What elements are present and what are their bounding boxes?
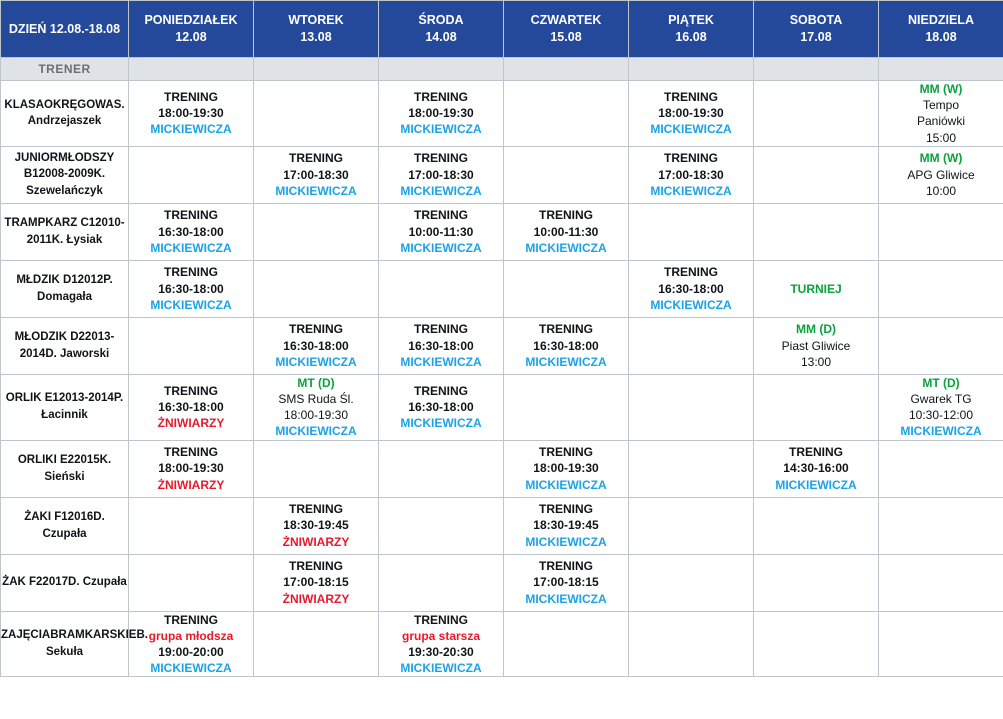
team-cell — [1, 317, 129, 374]
table-row — [1, 203, 1003, 260]
schedule-line: 17:00-18:30 — [658, 167, 724, 182]
schedule-cell — [254, 374, 379, 440]
team-cell — [1, 203, 129, 260]
schedule-cell — [504, 146, 629, 203]
schedule-cell — [629, 203, 754, 260]
day-date: 14.08 — [425, 30, 457, 44]
schedule-cell — [129, 554, 254, 611]
team-line: ORLIKI E2 — [17, 453, 75, 466]
table-row — [1, 146, 1003, 203]
day-name: NIEDZIELA — [908, 13, 974, 28]
corner-title: DZIEŃ — [8, 21, 47, 36]
schedule-cell — [504, 203, 629, 260]
schedule-cell — [129, 146, 254, 203]
schedule-cell — [879, 81, 1003, 147]
team-cell — [1, 554, 129, 611]
schedule-cell — [754, 146, 879, 203]
schedule-line: TRENING — [289, 151, 343, 166]
trener-spacer — [129, 58, 254, 81]
schedule-cell — [254, 203, 379, 260]
schedule-line: TRENING — [164, 612, 218, 627]
day-header-tuesday — [254, 1, 379, 58]
schedule-cell — [754, 374, 879, 440]
schedule-cell — [129, 260, 254, 317]
schedule-line: TRENING — [539, 322, 593, 337]
day-date: 13.08 — [300, 30, 332, 44]
schedule-cell — [379, 81, 504, 147]
schedule-cell — [629, 440, 754, 497]
team-line: B. Sekuła — [45, 629, 148, 658]
day-header-wednesday — [379, 1, 504, 58]
day-date: 16.08 — [675, 30, 707, 44]
schedule-line: TRENING — [414, 208, 468, 223]
schedule-line: ŻNIWIARZY — [157, 416, 225, 431]
schedule-cell — [379, 374, 504, 440]
schedule-cell — [254, 497, 379, 554]
team-cell — [1, 611, 148, 677]
schedule-line: Tempo — [922, 98, 960, 113]
schedule-line: MICKIEWICZA — [400, 240, 482, 255]
schedule-line: 16:30-18:00 — [158, 281, 224, 296]
schedule-cell — [379, 203, 504, 260]
team-cell — [1, 260, 129, 317]
team-line: JUNIOR — [14, 151, 59, 164]
team-line: 2012 — [77, 274, 104, 287]
day-date: 17.08 — [800, 30, 832, 44]
trener-label: TRENER — [1, 58, 129, 81]
team-line: BRAMKARSKIE — [50, 629, 137, 642]
schedule-line: MICKIEWICZA — [275, 354, 357, 369]
schedule-line: 16:30-18:00 — [408, 400, 474, 415]
schedule-cell — [504, 260, 629, 317]
schedule-line: 18:00-19:30 — [158, 106, 224, 121]
schedule-line: MICKIEWICZA — [900, 424, 982, 439]
team-line: OKRĘGOWA — [44, 98, 114, 111]
table-body — [1, 81, 1003, 677]
schedule-line: MT (D) — [922, 375, 960, 390]
schedule-cell — [129, 497, 254, 554]
schedule-line: MICKIEWICZA — [650, 183, 732, 198]
schedule-line: MM (W) — [919, 82, 963, 96]
schedule-line: TRENING — [289, 502, 343, 517]
schedule-cell — [379, 497, 504, 554]
team-line: S. Andrzejaszek — [27, 98, 125, 128]
schedule-cell — [379, 554, 504, 611]
schedule-cell — [629, 260, 754, 317]
schedule-line: ŻNIWIARZY — [282, 591, 350, 606]
schedule-line: TRENING — [164, 445, 218, 460]
team-line: ZAJĘCIA — [1, 629, 51, 642]
schedule-line: TRENING — [414, 322, 468, 337]
schedule-line: 10:00-11:30 — [408, 224, 474, 239]
team-line: ŻAK F2 — [2, 576, 43, 589]
schedule-cell — [754, 81, 879, 147]
team-line: K. Sieński — [44, 453, 112, 483]
schedule-cell — [879, 440, 1003, 497]
schedule-line: 17:00-18:15 — [533, 575, 599, 590]
schedule-line: ŻNIWIARZY — [157, 477, 225, 492]
schedule-cell — [504, 440, 629, 497]
schedule-line: 17:00-18:30 — [283, 167, 349, 182]
schedule-cell — [879, 554, 1003, 611]
schedule-cell — [629, 374, 754, 440]
schedule-cell — [879, 374, 1003, 440]
schedule-line: 16:30-18:00 — [158, 224, 224, 239]
schedule-line: 16:30-18:00 — [158, 400, 224, 415]
table-row — [1, 317, 1003, 374]
schedule-line: TRENING — [664, 90, 718, 105]
team-line: 2017 — [42, 576, 69, 589]
schedule-line: MICKIEWICZA — [525, 354, 607, 369]
schedule-line: MICKIEWICZA — [400, 661, 482, 676]
trener-spacer — [504, 58, 629, 81]
schedule-line: TRENING — [414, 90, 468, 105]
schedule-line: TRENING — [664, 151, 718, 166]
table-row — [1, 260, 1003, 317]
schedule-line: MICKIEWICZA — [525, 477, 607, 492]
schedule-line: TRENING — [414, 383, 468, 398]
schedule-line: MICKIEWICZA — [650, 122, 732, 137]
schedule-line: MICKIEWICZA — [400, 122, 482, 137]
schedule-line: Piast Gliwice — [781, 338, 851, 353]
schedule-line: TRENING — [164, 265, 218, 280]
trener-spacer — [379, 58, 504, 81]
team-line: MŁODZIK D2 — [14, 331, 85, 344]
schedule-cell — [629, 611, 754, 677]
schedule-cell — [504, 611, 629, 677]
schedule-line: TRENING — [164, 90, 218, 105]
schedule-line: Paniówki — [916, 114, 966, 129]
schedule-line: TRENING — [539, 502, 593, 517]
day-header-friday — [629, 1, 754, 58]
schedule-cell — [504, 554, 629, 611]
team-line: K. Szewelańczyk — [26, 168, 106, 198]
schedule-cell — [379, 317, 504, 374]
schedule-line: Gwarek TG — [910, 391, 972, 406]
schedule-line: 19:00-20:00 — [158, 644, 224, 659]
table-row — [1, 440, 1003, 497]
table-header — [1, 1, 1003, 81]
schedule-line: 10:00-11:30 — [533, 224, 599, 239]
schedule-cell — [254, 260, 379, 317]
schedule-line: 10:30-12:00 — [908, 408, 974, 423]
schedule-cell — [254, 440, 379, 497]
team-line: 2013-2014 — [19, 331, 115, 360]
schedule-line: 18:30-19:45 — [283, 518, 349, 533]
schedule-line: MICKIEWICZA — [400, 183, 482, 198]
schedule-line: TRENING — [664, 265, 718, 280]
schedule-line: TRENING — [789, 445, 843, 460]
schedule-cell — [879, 203, 1003, 260]
day-name: ŚRODA — [418, 13, 464, 28]
day-name: PONIEDZIAŁEK — [144, 13, 238, 28]
schedule-line: TRENING — [289, 559, 343, 574]
schedule-cell — [754, 497, 879, 554]
schedule-line: 13:00 — [800, 354, 832, 369]
schedule-line: MICKIEWICZA — [525, 534, 607, 549]
schedule-line: 15:00 — [925, 130, 957, 145]
schedule-line: 18:00-19:30 — [408, 106, 474, 121]
schedule-cell — [629, 554, 754, 611]
schedule-cell — [754, 440, 879, 497]
schedule-cell — [254, 81, 379, 147]
schedule-cell — [879, 260, 1003, 317]
trener-spacer — [629, 58, 754, 81]
schedule-line: TURNIEJ — [790, 281, 842, 296]
schedule-cell — [129, 81, 254, 147]
schedule-cell — [754, 260, 879, 317]
team-line: TRAMPKARZ C1 — [4, 217, 96, 230]
schedule-line: grupa młodsza — [148, 628, 234, 643]
schedule-cell — [629, 497, 754, 554]
schedule-cell — [879, 146, 1003, 203]
schedule-line: MICKIEWICZA — [150, 122, 232, 137]
schedule-line: 14:30-16:00 — [783, 461, 849, 476]
schedule-line: MICKIEWICZA — [150, 240, 232, 255]
day-name: WTOREK — [288, 13, 344, 28]
corner-header — [1, 1, 129, 58]
schedule-line: TRENING — [539, 559, 593, 574]
schedule-line: ŻNIWIARZY — [282, 534, 350, 549]
team-line: 2016 — [67, 510, 94, 523]
schedule-cell — [129, 440, 254, 497]
schedule-line: MICKIEWICZA — [525, 240, 607, 255]
team-cell — [1, 146, 129, 203]
schedule-cell — [879, 317, 1003, 374]
team-line: P. Łacinnik — [41, 392, 124, 422]
schedule-line: MICKIEWICZA — [525, 591, 607, 606]
schedule-cell — [879, 611, 1003, 677]
day-header-monday — [129, 1, 254, 58]
schedule-line: 17:00-18:15 — [283, 575, 349, 590]
schedule-line: grupa starsza — [401, 628, 481, 643]
schedule-cell — [379, 260, 504, 317]
team-line: 2010-2011 — [26, 217, 125, 246]
schedule-line: 16:30-18:00 — [658, 281, 724, 296]
schedule-line: 16:30-18:00 — [408, 338, 474, 353]
schedule-line: MICKIEWICZA — [775, 477, 857, 492]
schedule-line: MICKIEWICZA — [275, 183, 357, 198]
schedule-line: 16:30-18:00 — [283, 338, 349, 353]
day-date: 18.08 — [925, 30, 957, 44]
schedule-line: 18:30-19:45 — [533, 518, 599, 533]
day-header-thursday — [504, 1, 629, 58]
schedule-cell — [254, 317, 379, 374]
table-row — [1, 497, 1003, 554]
schedule-line: TRENING — [539, 445, 593, 460]
schedule-line: 18:00-19:30 — [283, 408, 349, 423]
team-line: MŁODSZY B1 — [23, 151, 115, 181]
schedule-cell — [254, 146, 379, 203]
trener-spacer — [254, 58, 379, 81]
schedule-cell — [129, 203, 254, 260]
team-line: K. Łysiak — [51, 233, 103, 246]
schedule-cell — [129, 374, 254, 440]
schedule-line: MM (D) — [796, 322, 836, 337]
team-line: D. Czupała — [42, 510, 105, 540]
schedule-cell — [754, 611, 879, 677]
table-row — [1, 554, 1003, 611]
schedule-line: 18:00-19:30 — [658, 106, 724, 121]
header-row — [1, 1, 1003, 58]
schedule-cell — [754, 554, 879, 611]
schedule-line: 10:00 — [925, 183, 957, 198]
schedule-cell — [254, 554, 379, 611]
corner-range: 12.08.-18.08 — [49, 21, 121, 36]
schedule-line: MM (W) — [919, 151, 963, 166]
schedule-line: 16:30-18:00 — [533, 338, 599, 353]
schedule-line: TRENING — [164, 383, 218, 398]
schedule-cell — [504, 497, 629, 554]
schedule-cell — [129, 317, 254, 374]
schedule-line: TRENING — [539, 208, 593, 223]
schedule-line: 19:30-20:30 — [408, 644, 474, 659]
team-line: MŁDZIK D1 — [16, 274, 78, 287]
schedule-line: 17:00-18:30 — [408, 167, 474, 182]
day-header-sunday — [879, 1, 1003, 58]
schedule-line: TRENING — [289, 322, 343, 337]
team-line: KLASA — [4, 98, 45, 111]
team-line: 2015 — [74, 453, 100, 466]
schedule-line: APG Gliwice — [907, 167, 975, 182]
day-date: 15.08 — [550, 30, 582, 44]
day-name: PIĄTEK — [668, 13, 714, 28]
schedule-cell — [629, 146, 754, 203]
schedule-line: TRENING — [164, 208, 218, 223]
team-line: ORLIK E1 — [5, 392, 59, 405]
team-line: ŻAKI F1 — [24, 510, 68, 523]
team-line: P. Domagała — [37, 274, 113, 303]
schedule-cell — [754, 203, 879, 260]
trener-spacer — [754, 58, 879, 81]
schedule-line: MICKIEWICZA — [150, 661, 232, 676]
schedule-line: MICKIEWICZA — [275, 424, 357, 439]
day-name: SOBOTA — [789, 13, 843, 28]
table-row — [1, 81, 1003, 147]
schedule-cell — [504, 317, 629, 374]
day-name: CZWARTEK — [530, 13, 602, 28]
day-header-saturday — [754, 1, 879, 58]
table-row — [1, 374, 1003, 440]
schedule-cell — [754, 317, 879, 374]
team-line: 2008-2009 — [38, 168, 94, 181]
schedule-line: MICKIEWICZA — [400, 354, 482, 369]
team-line: 2013-2014 — [58, 392, 114, 405]
schedule-cell — [629, 81, 754, 147]
team-cell — [1, 374, 129, 440]
schedule-line: MT (D) — [297, 375, 335, 390]
team-cell — [1, 497, 129, 554]
schedule-line: TRENING — [414, 612, 468, 627]
team-line: D. Jaworski — [45, 347, 110, 360]
schedule-line: 18:00-19:30 — [158, 461, 224, 476]
schedule-cell — [254, 611, 379, 677]
team-cell — [1, 81, 129, 147]
trener-row — [1, 58, 1003, 81]
day-date: 12.08 — [175, 30, 207, 44]
schedule-cell — [379, 440, 504, 497]
team-line: D. Czupała — [68, 576, 127, 589]
schedule-cell — [879, 497, 1003, 554]
table-row — [1, 611, 1003, 677]
schedule-cell — [504, 81, 629, 147]
schedule-line: MICKIEWICZA — [400, 416, 482, 431]
schedule-cell — [504, 374, 629, 440]
schedule-cell — [129, 611, 254, 677]
schedule-cell — [379, 146, 504, 203]
team-cell — [1, 440, 129, 497]
schedule-line: TRENING — [414, 151, 468, 166]
schedule-line: 18:00-19:30 — [533, 461, 599, 476]
schedule-line: MICKIEWICZA — [650, 297, 732, 312]
schedule-line: MICKIEWICZA — [150, 297, 232, 312]
schedule-cell — [629, 317, 754, 374]
schedule-line: SMS Ruda Śl. — [278, 391, 354, 406]
trener-spacer — [879, 58, 1003, 81]
schedule-cell — [379, 611, 504, 677]
